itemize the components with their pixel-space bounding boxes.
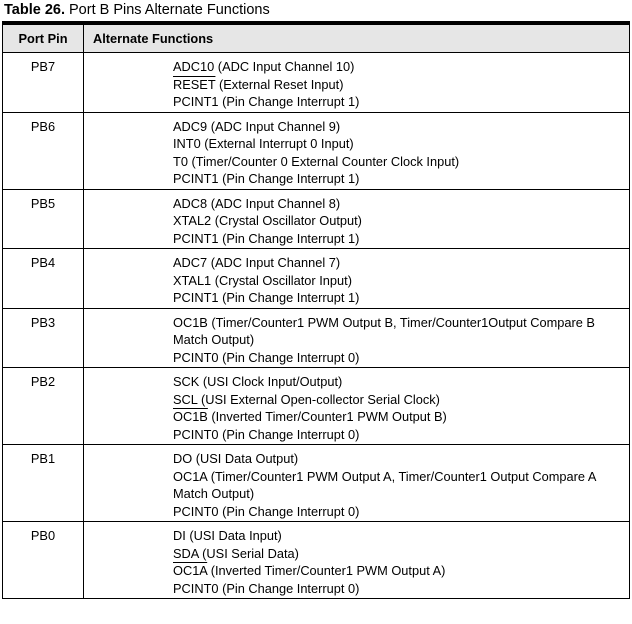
function-text: (External Reset Input) [215, 76, 344, 92]
table-row [3, 368, 630, 445]
port-pin-cell: PB4 [3, 249, 84, 309]
function-line [173, 254, 621, 272]
inverted-signal-name: OC1A [173, 563, 208, 578]
function-line [173, 118, 621, 136]
header-alternate-functions: Alternate Functions [84, 25, 630, 53]
alternate-functions-cell [84, 53, 630, 113]
table-number: Table 26. [4, 2, 65, 18]
function-text: PCINT0 (Pin Change Interrupt 0) [173, 349, 360, 365]
table-row [3, 189, 630, 249]
function-line [173, 153, 621, 171]
function-text: ADC9 (ADC Input Channel 9) [173, 118, 341, 134]
function-text: SDA (USI Serial Data) [173, 545, 299, 561]
function-text: OC1B (Timer/Counter1 PWM Output B, Timer/Counter1Output Compare B Match Output) [173, 314, 595, 347]
function-text: XTAL2 (Crystal Oscillator Output) [173, 213, 362, 228]
function-text: PCINT0 (Pin Change Interrupt 0) [173, 580, 360, 596]
function-line [173, 373, 621, 391]
function-line [173, 230, 621, 248]
function-line [173, 135, 621, 153]
function-text: DI (USI Data Input) [173, 528, 282, 543]
function-line [173, 503, 621, 521]
alternate-functions-cell [84, 522, 630, 599]
function-text: PCINT1 (Pin Change Interrupt 1) [173, 230, 360, 246]
function-text: DO (USI Data Output) [173, 451, 299, 466]
alternate-functions-cell [84, 308, 630, 368]
inverted-signal-name: OC1B [173, 409, 208, 424]
alternate-functions-cell [84, 189, 630, 249]
function-text: (Inverted Timer/Counter1 PWM Output B) [207, 409, 447, 424]
port-b-table [2, 24, 630, 599]
function-line [173, 527, 621, 545]
function-text: ADC7 (ADC Input Channel 7) [173, 255, 341, 270]
function-line [173, 58, 621, 76]
function-line [173, 195, 621, 213]
function-text: SCL (USI External Open-collector Serial Clock) [173, 391, 440, 407]
function-text: ADC8 (ADC Input Channel 8) [173, 195, 341, 211]
function-line [173, 580, 621, 598]
function-line [173, 545, 621, 563]
function-text: SCK (USI Clock Input/Output) [173, 374, 343, 389]
table-row [3, 308, 630, 368]
function-line [173, 170, 621, 188]
alternate-functions-cell [84, 249, 630, 309]
function-line [173, 272, 621, 290]
function-line [173, 314, 621, 349]
function-text: PCINT1 (Pin Change Interrupt 1) [173, 94, 360, 109]
function-text: ADC10 (ADC Input Channel 10) [173, 59, 355, 74]
function-line [173, 450, 621, 468]
function-text: PCINT0 (Pin Change Interrupt 0) [173, 426, 360, 442]
table-caption: Port B Pins Alternate Functions [69, 2, 270, 18]
function-line [173, 426, 621, 444]
port-pin-cell: PB6 [3, 112, 84, 189]
function-text: PCINT1 (Pin Change Interrupt 1) [173, 171, 360, 186]
function-text: (Inverted Timer/Counter1 PWM Output A) [207, 563, 446, 578]
port-pin-cell: PB1 [3, 445, 84, 522]
function-line [173, 468, 621, 503]
function-line [173, 562, 621, 580]
function-line [173, 93, 621, 111]
table-row [3, 445, 630, 522]
port-pin-cell: PB3 [3, 308, 84, 368]
port-pin-cell: PB2 [3, 368, 84, 445]
table-row [3, 522, 630, 599]
function-text: OC1A (Timer/Counter1 PWM Output A, Timer/Counter1 Output Compare A Match Output) [173, 468, 596, 501]
function-text: XTAL1 (Crystal Oscillator Input) [173, 272, 352, 288]
function-line [173, 408, 621, 426]
header-port-pin: Port Pin [3, 25, 84, 53]
function-line [173, 391, 621, 409]
inverted-signal-name: RESET [173, 76, 216, 92]
function-line [173, 212, 621, 230]
function-text: PCINT0 (Pin Change Interrupt 0) [173, 503, 360, 519]
alternate-functions-cell [84, 368, 630, 445]
alternate-functions-cell [84, 445, 630, 522]
header-row [3, 25, 630, 53]
function-text: INT0 (External Interrupt 0 Input) [173, 136, 354, 151]
function-line [173, 289, 621, 307]
port-pin-cell: PB5 [3, 189, 84, 249]
function-text: PCINT1 (Pin Change Interrupt 1) [173, 290, 360, 305]
alternate-functions-cell [84, 112, 630, 189]
port-pin-cell: PB7 [3, 53, 84, 113]
table-row [3, 53, 630, 113]
table-title [4, 1, 270, 19]
function-text: T0 (Timer/Counter 0 External Counter Clock Input) [173, 153, 460, 169]
table-row [3, 249, 630, 309]
function-line [173, 349, 621, 367]
port-pin-cell: PB0 [3, 522, 84, 599]
table-row [3, 112, 630, 189]
function-line [173, 76, 621, 94]
